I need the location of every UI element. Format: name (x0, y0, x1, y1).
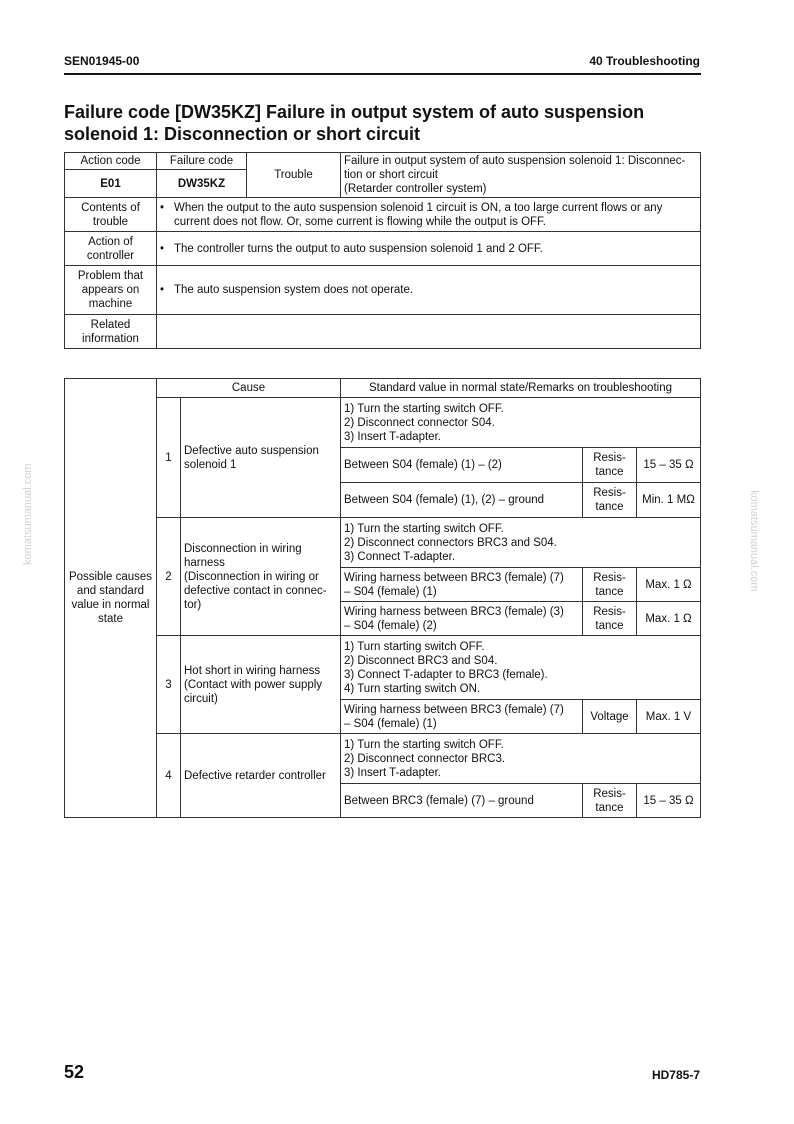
related-information-label: Related information (65, 315, 157, 349)
cause-description: Disconnection in wiring harness (Disconnection in wiring or defective contact in connec- tor) (181, 518, 341, 636)
related-information-text (157, 315, 701, 349)
check-between: Wiring harness between BRC3 (female) (3) – S04 (female) (2) (341, 602, 583, 636)
section-title: 40 Troubleshooting (589, 54, 700, 68)
failure-info-table (64, 152, 701, 349)
check-between: Between BRC3 (female) (7) – ground (341, 784, 583, 818)
check-type: Resis- tance (583, 483, 637, 518)
check-between: Between S04 (female) (1), (2) – ground (341, 483, 583, 518)
action-of-controller-text: • The controller turns the output to auto suspension solenoid 1 and 2 OFF. (157, 232, 701, 266)
check-between: Wiring harness between BRC3 (female) (7) – S04 (female) (1) (341, 700, 583, 734)
page-title: Failure code [DW35KZ] Failure in output system of auto suspension solenoid 1: Disconnection or short circuit (64, 102, 645, 144)
problem-on-machine-label: Problem that appears on machine (65, 266, 157, 315)
procedure-steps: 1) Turn the starting switch OFF. 2) Disconnect connector S04. 3) Insert T-adapter. (341, 398, 701, 448)
action-of-controller-label: Action of controller (65, 232, 157, 266)
cause-number: 4 (157, 734, 181, 818)
contents-of-trouble-label: Contents of trouble (65, 198, 157, 232)
possible-causes-label: Possible causes and standard value in normal state (65, 379, 157, 818)
check-value: Max. 1 Ω (637, 602, 701, 636)
contents-of-trouble-text: • When the output to the auto suspension solenoid 1 circuit is ON, a too large current flows or any current does not flow. Or, some current is flowing while the output is OFF. (157, 198, 701, 232)
cause-description: Hot short in wiring harness (Contact with power supply circuit) (181, 636, 341, 734)
action-code-label: Action code (65, 153, 157, 170)
watermark-left: komatsumanual.com (22, 463, 34, 565)
action-code-value: E01 (65, 170, 157, 198)
cause-description: Defective retarder controller (181, 734, 341, 818)
check-value: Min. 1 MΩ (637, 483, 701, 518)
cause-description: Defective auto suspension solenoid 1 (181, 398, 341, 518)
check-between: Wiring harness between BRC3 (female) (7) – S04 (female) (1) (341, 568, 583, 602)
procedure-steps: 1) Turn the starting switch OFF. 2) Disconnect connectors BRC3 and S04. 3) Connect T-adapter. (341, 518, 701, 568)
model-name: HD785-7 (651, 1068, 700, 1082)
cause-number: 1 (157, 398, 181, 518)
check-type: Resis- tance (583, 568, 637, 602)
problem-on-machine-text: • The auto suspension system does not operate. (157, 266, 701, 315)
check-type: Resis- tance (583, 602, 637, 636)
doc-code: SEN01945-00 (64, 54, 140, 68)
procedure-steps: 1) Turn the starting switch OFF. 2) Disconnect connector BRC3. 3) Insert T-adapter. (341, 734, 701, 784)
check-value: 15 – 35 Ω (637, 448, 701, 483)
failure-code-value: DW35KZ (157, 170, 247, 198)
cause-number: 2 (157, 518, 181, 636)
failure-code-label: Failure code (157, 153, 247, 170)
header-rule (64, 73, 701, 75)
check-value: 15 – 35 Ω (637, 784, 701, 818)
cause-number: 3 (157, 636, 181, 734)
cause-header: Cause (157, 379, 341, 398)
causes-table (64, 378, 701, 818)
page-number: 52 (64, 1062, 85, 1082)
check-type: Resis- tance (583, 448, 637, 483)
check-value: Max. 1 V (637, 700, 701, 734)
check-type: Voltage (583, 700, 637, 734)
procedure-steps: 1) Turn starting switch OFF. 2) Disconnect BRC3 and S04. 3) Connect T-adapter to BRC3 (female). 4) Turn starting switch ON. (341, 636, 701, 700)
watermark-right: komatsumanual.com (748, 490, 760, 592)
trouble-text: Failure in output system of auto suspension solenoid 1: Disconnec- tion or short circuit (Retarder controller system) (341, 153, 701, 198)
check-value: Max. 1 Ω (637, 568, 701, 602)
standard-value-header: Standard value in normal state/Remarks on troubleshooting (341, 379, 701, 398)
check-type: Resis- tance (583, 784, 637, 818)
check-between: Between S04 (female) (1) – (2) (341, 448, 583, 483)
trouble-label: Trouble (247, 153, 341, 198)
